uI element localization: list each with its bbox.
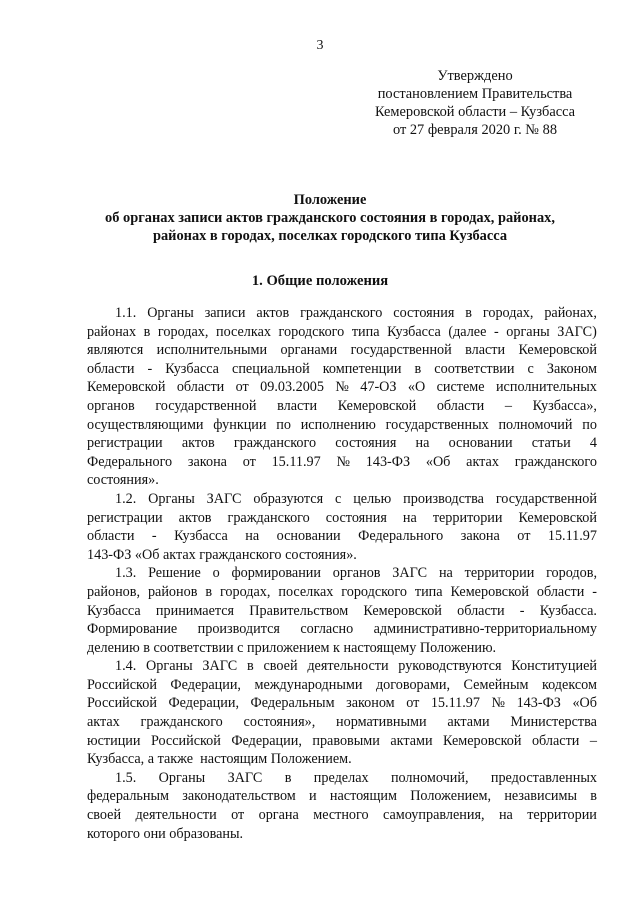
approval-line: постановлением Правительства xyxy=(377,86,573,102)
paragraph-line: делению в соответствии с приложением к настоящему Положению. xyxy=(87,639,497,656)
paragraph-line: Кузбасса принимается Правительством Кемеровской области - Кузбасса. xyxy=(87,602,597,619)
document-body xyxy=(87,304,597,843)
page-number: 3 xyxy=(316,38,324,53)
paragraph-line: Кемеровской области от 09.03.2005 № 47-ОЗ «О системе исполнительных xyxy=(87,379,597,396)
paragraph-line: органов государственной власти Кемеровской области – Кузбасса», xyxy=(87,397,597,414)
title-line: районах в городах, поселках городского типа Кузбасса xyxy=(152,228,508,244)
paragraph-line: Российской Федерации, международными договорами, Семейным кодексом xyxy=(87,676,597,693)
paragraph-line: 1.5. Органы ЗАГС в пределах полномочий, предоставленных xyxy=(115,769,597,786)
paragraph-line: осуществляющими функции по исполнению государственных полномочий по xyxy=(87,416,597,433)
document-title xyxy=(60,191,600,245)
paragraph-line: юстиции Российской Федерации, правовыми актами Кемеровской области – xyxy=(87,732,597,749)
paragraph-line: Российской Федерации, Федеральным законом от 15.11.97 № 143-ФЗ «Об xyxy=(87,695,597,712)
approval-stamp xyxy=(360,67,590,139)
paragraph-line: Формирование производится согласно административно-территориальному xyxy=(87,621,597,638)
title-line: об органах записи актов гражданского состояния в городах, районах, xyxy=(105,210,555,226)
title-line: Положение xyxy=(293,192,367,208)
paragraph-line: актах гражданского состояния», нормативными актами Министерства xyxy=(87,714,597,731)
paragraph-line: регистрации актов гражданского состояния на территории Кемеровской xyxy=(87,509,597,526)
paragraph-line: 1.3. Решение о формировании органов ЗАГС на территории городов, xyxy=(115,565,597,582)
paragraph-line: являются исполнительными органами государственной власти Кемеровской xyxy=(87,342,597,359)
section-heading: 1. Общие положения xyxy=(251,273,389,289)
paragraph-line: районах в городах, поселках городского типа Кузбасса (далее - органы ЗАГС) xyxy=(87,323,597,340)
paragraph-line: которого они образованы. xyxy=(87,825,244,842)
paragraph-line: 1.4. Органы ЗАГС в своей деятельности руководствуются Конституцией xyxy=(115,658,597,675)
paragraph-line: 1.2. Органы ЗАГС образуются с целью производства государственной xyxy=(115,490,597,507)
paragraph-line: 1.1. Органы записи актов гражданского состояния в городах, районах, xyxy=(115,305,597,321)
paragraph-line: области - Кузбасса специальной компетенции в соответствии с Законом xyxy=(87,360,597,377)
paragraph-line: регистрации актов гражданского состояния на основании статьи 4 xyxy=(87,435,597,452)
paragraph-line: Кузбасса, а также настоящим Положением. xyxy=(87,751,352,768)
approval-line: от 27 февраля 2020 г. № 88 xyxy=(392,122,558,138)
paragraph-line: федеральным законодательством и настоящим Положением, независимы в xyxy=(87,788,597,805)
approval-line: Кемеровской области – Кузбасса xyxy=(374,104,576,120)
paragraph-line: районов, районов в городах, поселках городского типа Кемеровской области - xyxy=(87,583,597,600)
paragraph-line: 143-ФЗ «Об актах гражданского состояния». xyxy=(87,546,357,563)
approval-line: Утверждено xyxy=(437,68,513,84)
paragraph-line: своей деятельности от органа местного самоуправления, на территории xyxy=(87,807,597,824)
paragraph-line: области - Кузбасса на основании Федерального закона от 15.11.97 xyxy=(87,528,597,545)
paragraph-line: Федерального закона от 15.11.97 № 143-ФЗ «Об актах гражданского xyxy=(87,453,597,470)
paragraph-line: состояния». xyxy=(87,472,159,489)
